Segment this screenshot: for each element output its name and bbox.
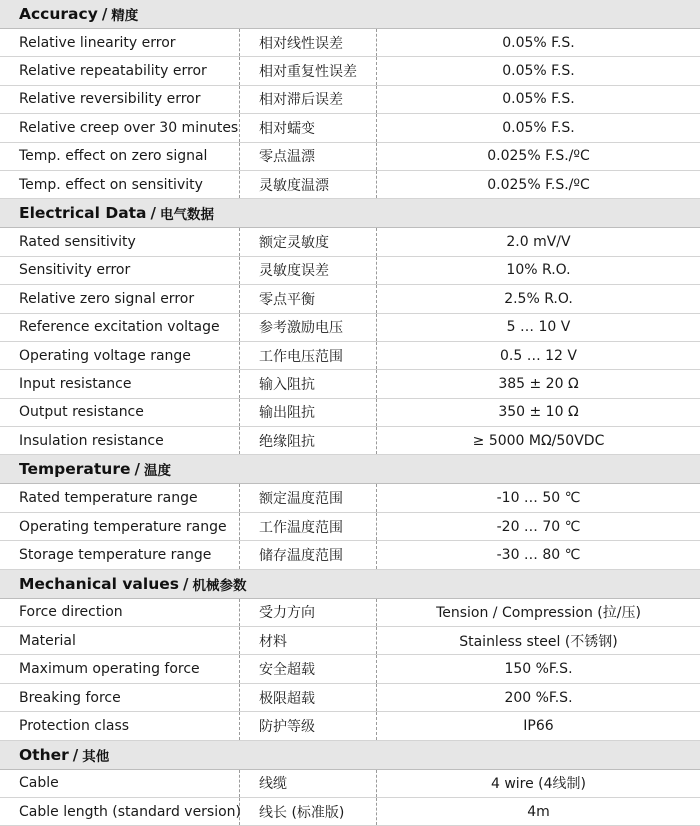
spec-row xyxy=(0,257,700,285)
spec-name-zh: 输入阻抗 xyxy=(240,370,377,397)
spec-name-en: Relative zero signal error xyxy=(0,285,240,312)
spec-name-zh: 防护等级 xyxy=(240,712,377,739)
section-title-zh: 温度 xyxy=(143,463,171,480)
spec-value: Tension / Compression (拉/压) xyxy=(436,605,641,622)
spec-row xyxy=(0,627,700,655)
spec-row xyxy=(0,171,700,199)
spec-value: 0.05% F.S. xyxy=(502,34,575,51)
spec-name-zh: 绝缘阻抗 xyxy=(240,427,377,454)
section-separator: / xyxy=(150,204,157,223)
section-mechanical-values xyxy=(0,570,700,741)
spec-value: 350 ± 10 Ω xyxy=(498,404,579,421)
spec-name-en: Output resistance xyxy=(0,399,240,426)
section-title-zh: 其他 xyxy=(82,748,110,765)
spec-row xyxy=(0,86,700,114)
spec-row xyxy=(0,770,700,798)
spec-value: 10% R.O. xyxy=(506,262,571,279)
section-electrical-data xyxy=(0,199,700,455)
spec-name-zh: 灵敏度温漂 xyxy=(240,171,377,198)
spec-row xyxy=(0,370,700,398)
spec-name-en: Reference excitation voltage xyxy=(0,314,240,341)
spec-row xyxy=(0,684,700,712)
spec-name-zh: 储存温度范围 xyxy=(240,541,377,568)
section-title-en: Other xyxy=(19,745,69,764)
spec-name-zh: 工作电压范围 xyxy=(240,342,377,369)
spec-name-en: Relative creep over 30 minutes xyxy=(0,114,240,141)
spec-name-zh: 零点温漂 xyxy=(240,143,377,170)
spec-value: 5 … 10 V xyxy=(506,319,571,336)
spec-row xyxy=(0,57,700,85)
spec-name-en: Breaking force xyxy=(0,684,240,711)
spec-row xyxy=(0,228,700,256)
spec-name-en: Cable xyxy=(0,770,240,797)
spec-row xyxy=(0,712,700,740)
spec-row xyxy=(0,513,700,541)
spec-value: 0.5 … 12 V xyxy=(499,347,577,364)
spec-name-en: Operating temperature range xyxy=(0,513,240,540)
section-title-en: Temperature xyxy=(19,460,131,479)
spec-row xyxy=(0,29,700,57)
section-title-zh: 电气数据 xyxy=(160,207,215,224)
spec-name-zh: 安全超载 xyxy=(240,655,377,682)
spec-name-zh: 线缆 xyxy=(240,770,377,797)
spec-value: -20 … 70 ℃ xyxy=(496,518,581,535)
spec-value: Stainless steel (不锈钢) xyxy=(459,633,618,650)
spec-value: 4 wire (4线制) xyxy=(490,776,587,793)
spec-row xyxy=(0,798,700,826)
spec-value: 2.5% R.O. xyxy=(504,290,573,307)
spec-name-zh: 工作温度范围 xyxy=(240,513,377,540)
spec-value: IP66 xyxy=(523,717,554,734)
spec-row xyxy=(0,541,700,569)
section-header xyxy=(0,741,700,770)
spec-value: 385 ± 20 Ω xyxy=(498,375,579,392)
spec-name-zh: 参考激励电压 xyxy=(240,314,377,341)
spec-row xyxy=(0,342,700,370)
section-other xyxy=(0,741,700,826)
spec-name-en: Relative repeatability error xyxy=(0,57,240,84)
spec-value: 0.025% F.S./ºC xyxy=(487,148,590,165)
spec-value: -30 … 80 ℃ xyxy=(496,546,581,563)
section-temperature xyxy=(0,455,700,569)
section-separator: / xyxy=(101,5,108,23)
spec-name-zh: 材料 xyxy=(240,627,377,654)
spec-name-en: Rated sensitivity xyxy=(0,228,240,255)
spec-row xyxy=(0,484,700,512)
spec-name-en: Cable length (standard version) xyxy=(0,798,240,825)
section-header xyxy=(0,199,700,228)
spec-name-en: Temp. effect on sensitivity xyxy=(0,171,240,198)
spec-name-en: Sensitivity error xyxy=(0,257,240,284)
spec-name-zh: 相对滞后误差 xyxy=(240,86,377,113)
spec-name-zh: 灵敏度误差 xyxy=(240,257,377,284)
section-header xyxy=(0,0,700,29)
spec-row xyxy=(0,399,700,427)
section-separator: / xyxy=(134,460,140,479)
spec-name-en: Force direction xyxy=(0,599,240,626)
spec-name-en: Protection class xyxy=(0,712,240,739)
spec-name-en: Rated temperature range xyxy=(0,484,240,511)
spec-row xyxy=(0,314,700,342)
spec-value: 0.05% F.S. xyxy=(502,119,575,136)
spec-row xyxy=(0,427,700,455)
section-header xyxy=(0,570,700,599)
spec-name-en: Relative reversibility error xyxy=(0,86,240,113)
spec-value: 150 %F.S. xyxy=(504,661,573,678)
section-accuracy xyxy=(0,0,700,199)
spec-name-en: Input resistance xyxy=(0,370,240,397)
spec-value: 0.05% F.S. xyxy=(502,63,575,80)
spec-name-zh: 额定灵敏度 xyxy=(240,228,377,255)
spec-name-zh: 额定温度范围 xyxy=(240,484,377,511)
spec-name-zh: 相对蠕变 xyxy=(240,114,377,141)
spec-row xyxy=(0,143,700,171)
spec-row xyxy=(0,114,700,142)
section-title-en: Electrical Data xyxy=(19,204,147,223)
spec-name-en: Temp. effect on zero signal xyxy=(0,143,240,170)
spec-value: ≥ 5000 MΩ/50VDC xyxy=(472,432,605,449)
spec-name-en: Maximum operating force xyxy=(0,655,240,682)
section-title-zh: 精度 xyxy=(111,8,139,24)
section-title-en: Accuracy xyxy=(19,5,98,23)
section-title-en: Mechanical values xyxy=(19,574,179,593)
spec-name-zh: 极限超载 xyxy=(240,684,377,711)
section-title-zh: 机械参数 xyxy=(192,577,247,594)
spec-row xyxy=(0,655,700,683)
spec-name-en: Relative linearity error xyxy=(0,29,240,56)
spec-value: 2.0 mV/V xyxy=(506,234,571,251)
spec-name-zh: 相对线性误差 xyxy=(240,29,377,56)
section-separator: / xyxy=(72,745,79,764)
spec-name-zh: 受力方向 xyxy=(240,599,377,626)
spec-name-zh: 相对重复性误差 xyxy=(240,57,377,84)
spec-value: 0.025% F.S./ºC xyxy=(487,176,590,193)
section-header xyxy=(0,455,700,484)
spec-name-en: Operating voltage range xyxy=(0,342,240,369)
spec-value: -10 … 50 ℃ xyxy=(496,490,581,507)
spec-row xyxy=(0,285,700,313)
spec-value: 4m xyxy=(527,803,550,820)
section-separator: / xyxy=(182,574,189,593)
spec-name-zh: 输出阻抗 xyxy=(240,399,377,426)
spec-name-zh: 零点平衡 xyxy=(240,285,377,312)
spec-name-en: Storage temperature range xyxy=(0,541,240,568)
spec-value: 0.05% F.S. xyxy=(502,91,575,108)
spec-value: 200 %F.S. xyxy=(504,689,573,706)
spec-name-en: Material xyxy=(0,627,240,654)
spec-name-en: Insulation resistance xyxy=(0,427,240,454)
spec-name-zh: 线长 (标准版) xyxy=(240,798,377,825)
spec-row xyxy=(0,599,700,627)
